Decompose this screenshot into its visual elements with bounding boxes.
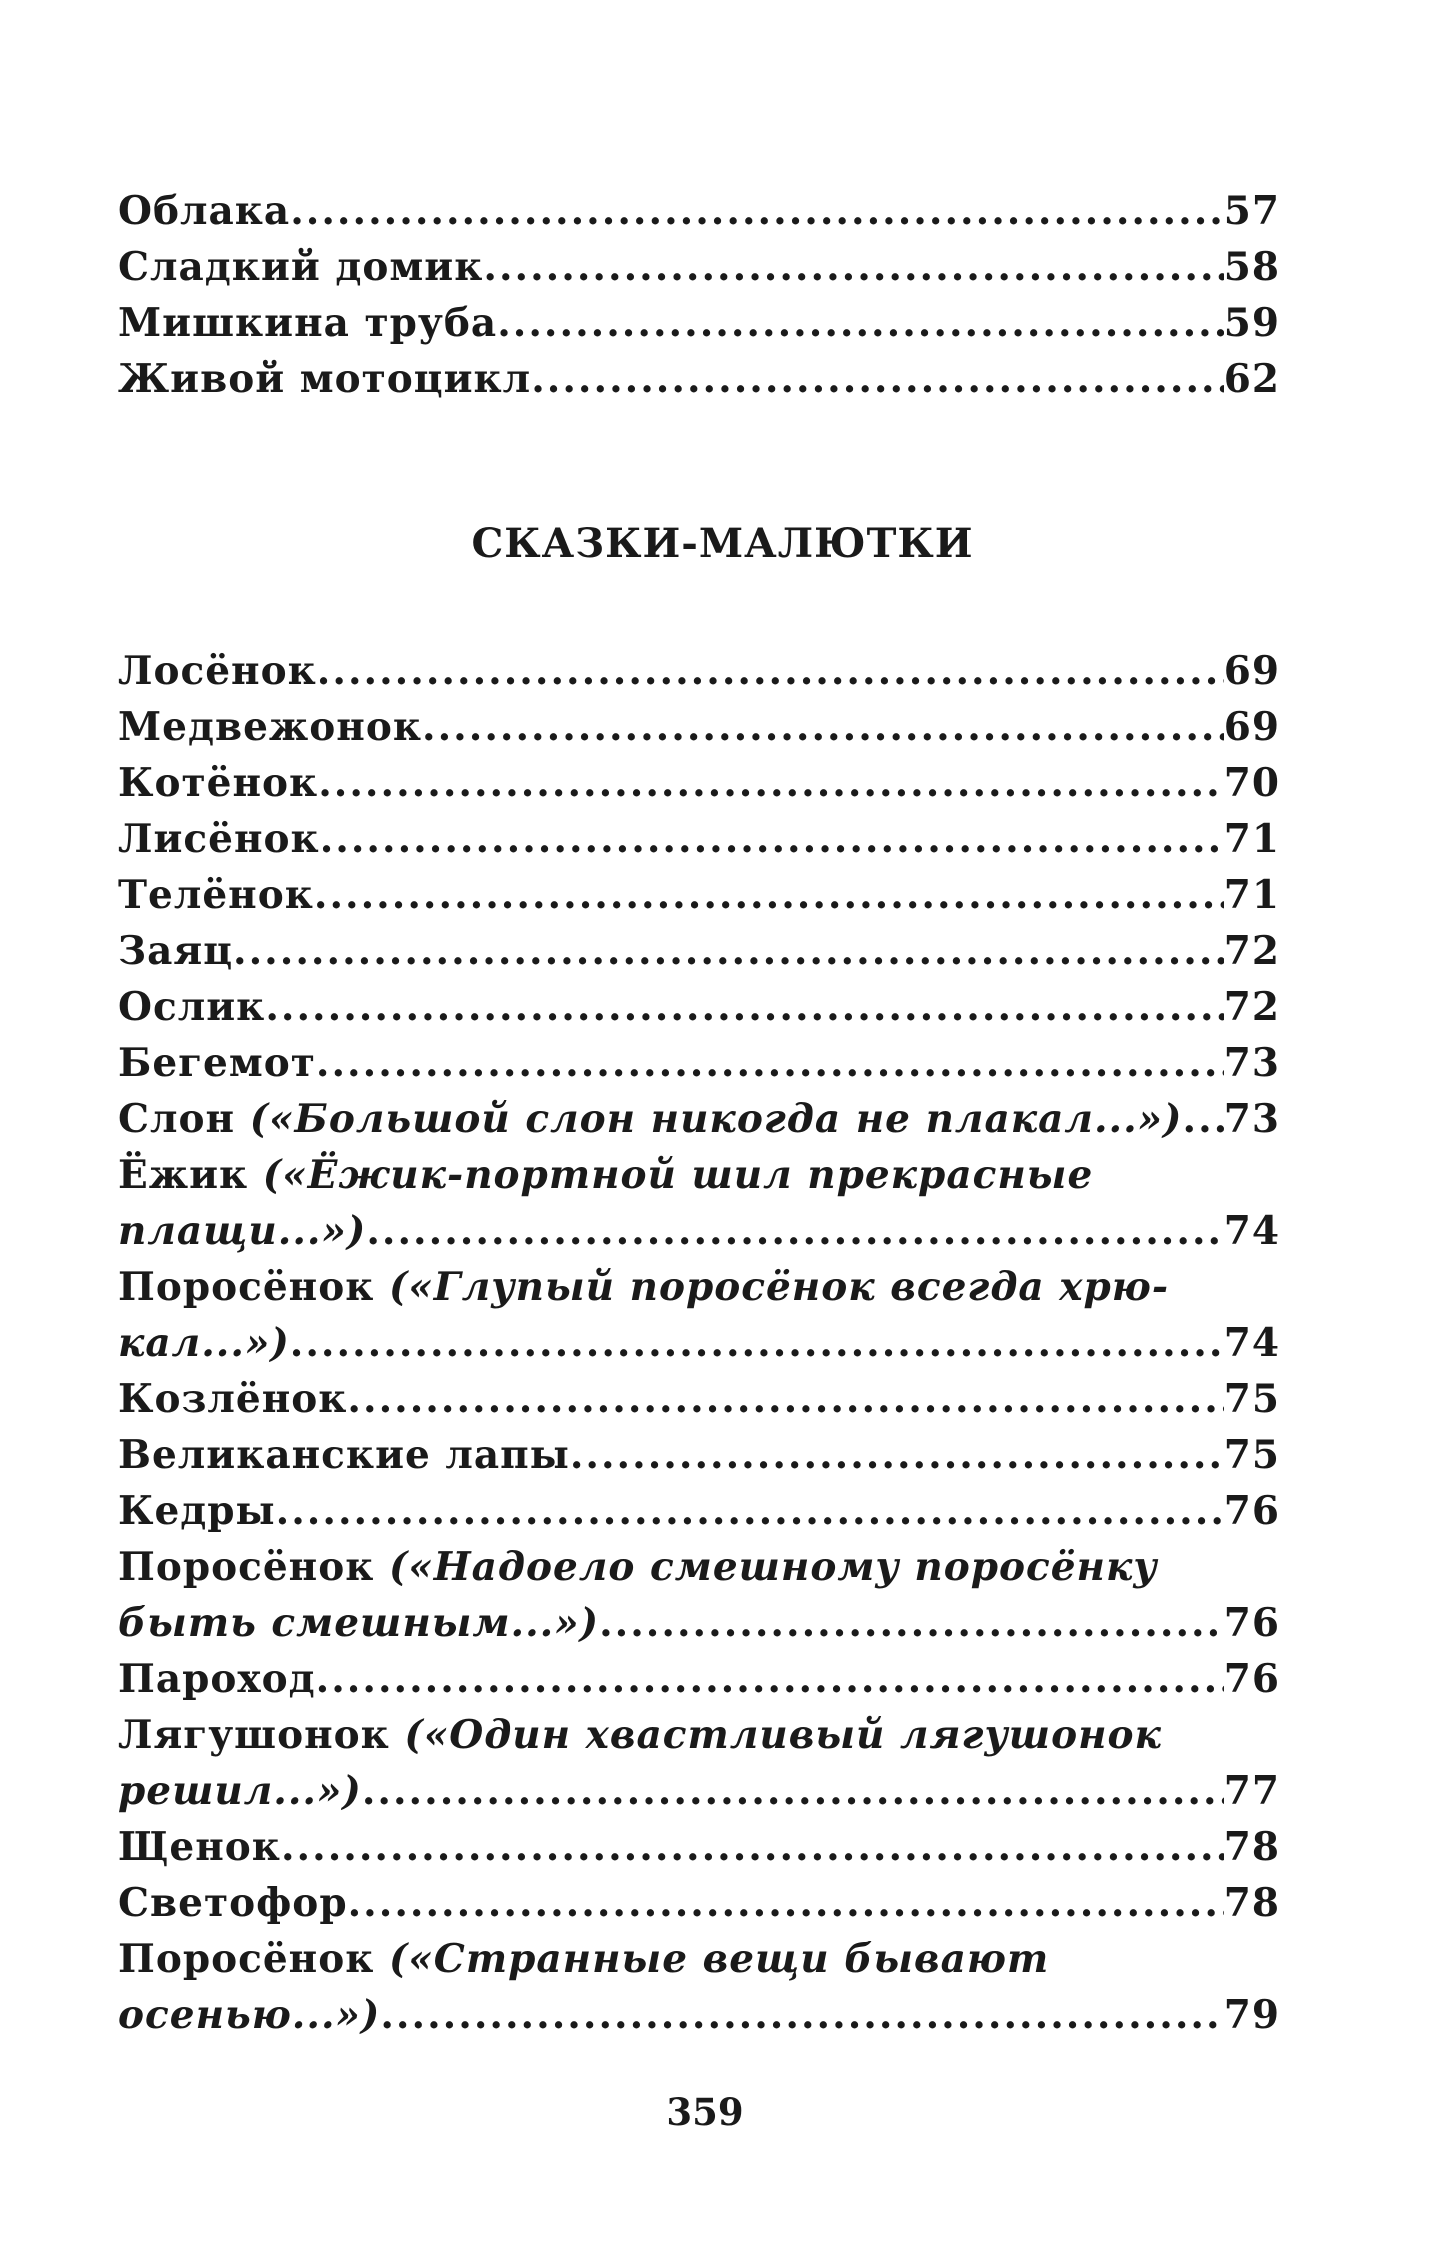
toc-line — [118, 923, 1280, 979]
toc-line — [118, 1763, 1280, 1819]
toc-entry-title: Ослик — [118, 984, 266, 1030]
toc-entry-title: Телёнок — [118, 872, 314, 918]
toc-entry-subtitle: быть смешным...») — [118, 1600, 600, 1646]
toc-entry-page: 77 — [1223, 1768, 1280, 1814]
toc-line — [118, 1091, 1280, 1147]
toc-dot-leader — [281, 1819, 1224, 1875]
toc-dot-leader — [290, 1315, 1224, 1371]
toc-entry-title: Поросёнок — [118, 1936, 375, 1982]
toc-entry-title: Светофор — [118, 1880, 348, 1926]
toc-line-content — [118, 1035, 316, 1091]
toc-line — [118, 755, 1280, 811]
toc-entry — [118, 183, 1280, 239]
toc-line — [118, 979, 1280, 1035]
toc-line-content — [118, 1819, 281, 1875]
toc-line-content — [118, 1539, 1158, 1595]
toc-entry-subtitle: решил...») — [118, 1768, 362, 1814]
toc-dot-leader — [348, 1875, 1224, 1931]
toc-entry-title: Облака — [118, 188, 291, 234]
toc-line-content — [118, 755, 318, 811]
toc-entry — [118, 239, 1280, 295]
toc-dot-leader — [483, 239, 1223, 295]
toc-entry-page: 57 — [1223, 188, 1280, 234]
toc-entry-title: Бегемот — [118, 1040, 316, 1086]
toc-line-content — [118, 867, 314, 923]
toc-line — [118, 1651, 1280, 1707]
toc-entry-subtitle: плащи...») — [118, 1208, 367, 1254]
toc-line — [118, 1147, 1280, 1203]
toc-line-content — [118, 1987, 380, 2043]
toc-entry-page: 62 — [1223, 356, 1280, 402]
toc-line — [118, 1315, 1280, 1371]
toc-list-main — [118, 643, 1280, 2043]
toc-entry-page: 73 — [1223, 1096, 1280, 1142]
toc-entry-title: Козлёнок — [118, 1376, 348, 1422]
toc-entry-title: Поросёнок — [118, 1264, 375, 1310]
toc-line-content — [118, 1651, 316, 1707]
toc-line — [118, 1483, 1280, 1539]
toc-entry-subtitle: («Большой слон никогда не плакал...») — [249, 1096, 1183, 1142]
toc-line — [118, 867, 1280, 923]
toc-entry-title: Лягушонок — [118, 1712, 390, 1758]
toc-line — [118, 699, 1280, 755]
toc-line-content — [118, 1483, 276, 1539]
toc-line — [118, 1371, 1280, 1427]
toc-entry-page: 59 — [1223, 300, 1280, 346]
toc-entry-title: Лисёнок — [118, 816, 320, 862]
toc-entry-page: 72 — [1223, 928, 1280, 974]
toc-entry-page: 58 — [1223, 244, 1280, 290]
toc-dot-leader — [570, 1427, 1224, 1483]
toc-entry-subtitle: («Глупый поросёнок всегда хрю- — [388, 1264, 1170, 1310]
toc-line — [118, 1987, 1280, 2043]
toc-entry-page: 76 — [1223, 1488, 1280, 1534]
toc-entry-title: Великанские лапы — [118, 1432, 570, 1478]
toc-dot-leader — [347, 1371, 1223, 1427]
toc-dot-leader — [317, 643, 1224, 699]
toc-entry-page: 73 — [1223, 1040, 1280, 1086]
toc-line-content — [118, 979, 265, 1035]
toc-entry-title: Щенок — [118, 1824, 281, 1870]
toc-line-content — [118, 699, 422, 755]
toc-entry-subtitle: кал...») — [118, 1320, 290, 1366]
toc-dot-leader — [531, 351, 1224, 407]
toc-entry-subtitle: осенью...») — [118, 1992, 381, 2038]
toc-entry-title: Лосёнок — [118, 648, 317, 694]
toc-dot-leader — [1183, 1091, 1224, 1147]
toc-entry-page: 76 — [1223, 1656, 1280, 1702]
toc-dot-leader — [362, 1763, 1224, 1819]
toc-line-content — [118, 811, 320, 867]
toc-line — [118, 1259, 1280, 1315]
toc-entry-page: 78 — [1223, 1880, 1280, 1926]
toc-line — [118, 811, 1280, 867]
toc-entry-page: 78 — [1223, 1824, 1280, 1870]
toc-dot-leader — [320, 811, 1224, 867]
toc-line-content — [118, 1595, 599, 1651]
toc-dot-leader — [316, 1035, 1224, 1091]
toc-entry-page: 74 — [1223, 1320, 1280, 1366]
toc-dot-leader — [233, 923, 1224, 979]
toc-dot-leader — [314, 867, 1224, 923]
toc-line-content — [118, 1707, 1162, 1763]
toc-line — [118, 1203, 1280, 1259]
toc-entry-page: 71 — [1223, 872, 1280, 918]
toc-dot-leader — [497, 295, 1224, 351]
toc-entry-title: Живой мотоцикл — [118, 356, 532, 402]
toc-line — [118, 1931, 1280, 1987]
toc-entry-title: Медвежонок — [118, 704, 423, 750]
toc-line — [118, 1035, 1280, 1091]
toc-line-content — [118, 1371, 347, 1427]
toc-entry-title: Слон — [118, 1096, 236, 1142]
toc-dot-leader — [366, 1203, 1223, 1259]
toc-line — [118, 1539, 1280, 1595]
toc-line — [118, 643, 1280, 699]
toc-entry-page: 70 — [1223, 760, 1280, 806]
toc-dot-leader — [276, 1483, 1224, 1539]
toc-entry-subtitle: («Один хвастливый лягушонок — [404, 1712, 1162, 1758]
toc-line — [118, 1707, 1280, 1763]
toc-dot-leader — [290, 183, 1224, 239]
toc-line-content — [118, 1315, 290, 1371]
toc-entry-title: Поросёнок — [118, 1544, 375, 1590]
toc-line-content — [118, 1203, 366, 1259]
toc-entry-page: 69 — [1223, 704, 1280, 750]
toc-line-content — [118, 1147, 1093, 1203]
toc-line — [118, 1875, 1280, 1931]
section-heading: СКАЗКИ-МАЛЮТКИ — [471, 520, 974, 567]
toc-line — [118, 1427, 1280, 1483]
toc-dot-leader — [265, 979, 1223, 1035]
toc-entry-subtitle: («Надоело смешному поросёнку — [388, 1544, 1158, 1590]
toc-entry-page: 74 — [1223, 1208, 1280, 1254]
toc-line-content — [118, 1931, 1049, 1987]
toc-line-content — [118, 1427, 570, 1483]
toc-line-content — [118, 643, 317, 699]
toc-entry-subtitle: («Ёжик-портной шил прекрасные — [262, 1152, 1094, 1198]
toc-entry — [118, 351, 1280, 407]
toc-dot-leader — [318, 755, 1224, 811]
toc-list-top — [118, 183, 1280, 407]
toc-line-content — [118, 1763, 362, 1819]
toc-entry-page: 69 — [1223, 648, 1280, 694]
toc-line-content — [118, 1091, 1183, 1147]
toc-dot-leader — [380, 1987, 1223, 2043]
toc-line — [118, 1595, 1280, 1651]
toc-entry-title: Пароход — [118, 1656, 316, 1702]
toc-dot-leader — [599, 1595, 1224, 1651]
toc-line-content — [118, 923, 233, 979]
toc-entry-title: Котёнок — [118, 760, 319, 806]
toc-line-content — [118, 1875, 348, 1931]
toc-entry-page: 72 — [1223, 984, 1280, 1030]
toc-entry-page: 79 — [1223, 1992, 1280, 2038]
toc-entry-page: 76 — [1223, 1600, 1280, 1646]
toc-entry-title: Мишкина труба — [118, 300, 498, 346]
toc-line-content — [118, 1259, 1169, 1315]
toc-entry-title: Заяц — [118, 928, 234, 974]
toc-entry-title: Сладкий домик — [118, 244, 484, 290]
toc-entry-title: Ёжик — [118, 1152, 249, 1198]
page-number: 359 — [666, 2090, 744, 2134]
toc-entry — [118, 295, 1280, 351]
toc-entry-page: 71 — [1223, 816, 1280, 862]
toc-entry-page: 75 — [1223, 1376, 1280, 1422]
toc-entry-page: 75 — [1223, 1432, 1280, 1478]
toc-entry-subtitle: («Странные вещи бывают — [388, 1936, 1050, 1982]
toc-line — [118, 1819, 1280, 1875]
toc-entry-title: Кедры — [118, 1488, 276, 1534]
toc-dot-leader — [422, 699, 1224, 755]
toc-dot-leader — [316, 1651, 1224, 1707]
